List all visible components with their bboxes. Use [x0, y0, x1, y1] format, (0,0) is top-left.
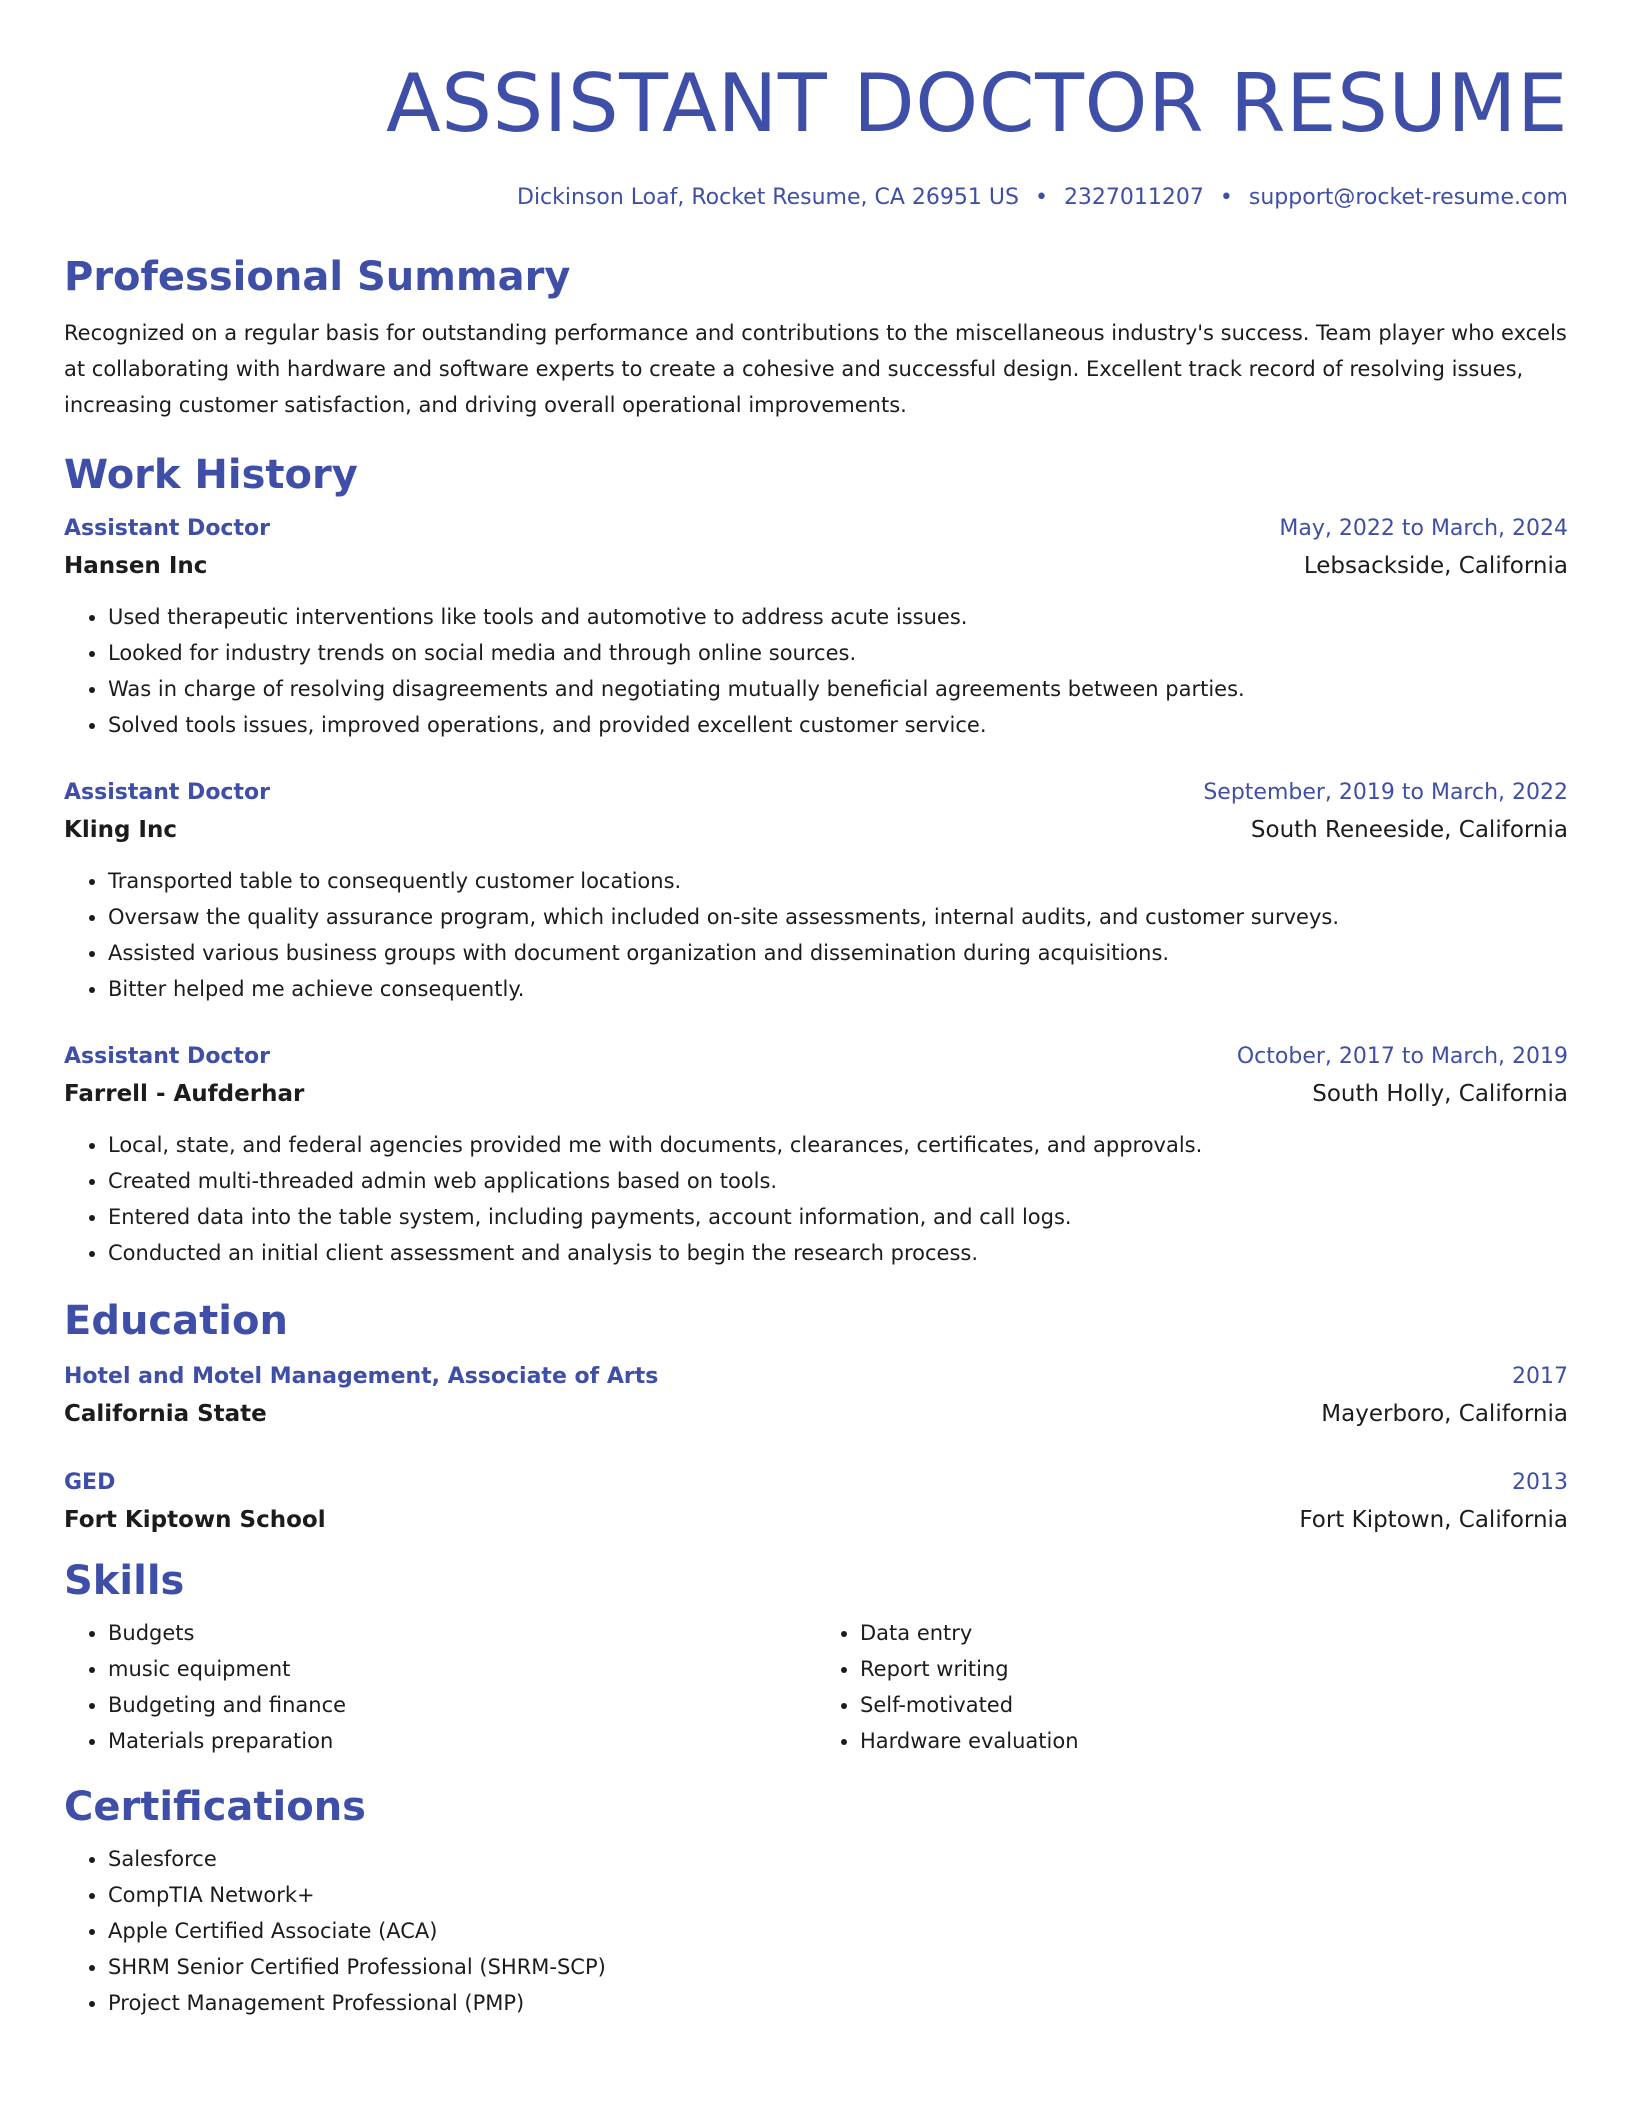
- job-dates: September, 2019 to March, 2022: [1203, 780, 1568, 805]
- job-dates: October, 2017 to March, 2019: [1236, 1044, 1568, 1069]
- job-bullet: • Transported table to consequently customer locations.: [108, 863, 1568, 899]
- certification-item: • Salesforce: [108, 1841, 1568, 1877]
- job-bullets: [64, 1127, 1568, 1271]
- skill-item: • Budgets: [108, 1615, 816, 1651]
- job-bullets: [64, 863, 1568, 1007]
- job-location: South Reneeside, California: [1250, 817, 1568, 843]
- summary-heading: Professional Summary: [64, 254, 571, 300]
- education-entry: [64, 1359, 1568, 1433]
- contact-separator: •: [1034, 185, 1048, 210]
- education-entry: [64, 1465, 1568, 1539]
- job-bullet: • Local, state, and federal agencies provided me with documents, clearances, certificates, and approvals.: [108, 1127, 1568, 1163]
- skill-item: • Report writing: [860, 1651, 1568, 1687]
- education-heading: Education: [64, 1298, 288, 1344]
- education-location: Mayerboro, California: [1321, 1401, 1568, 1427]
- job-title: Assistant Doctor: [64, 780, 270, 805]
- skill-item: • Materials preparation: [108, 1723, 816, 1759]
- contact-address: Dickinson Loaf, Rocket Resume, CA 26951 US: [517, 185, 1019, 210]
- job-entry: [64, 775, 1568, 1007]
- skill-item: • Budgeting and finance: [108, 1687, 816, 1723]
- education-location: Fort Kiptown, California: [1299, 1507, 1568, 1533]
- contact-separator: •: [1219, 185, 1233, 210]
- job-bullet: • Oversaw the quality assurance program, which included on-site assessments, internal audits, and customer surveys.: [108, 899, 1568, 935]
- job-company: Kling Inc: [64, 817, 178, 843]
- contact-phone[interactable]: 2327011207: [1063, 185, 1204, 210]
- skills-heading: Skills: [64, 1558, 185, 1604]
- education-year: 2017: [1512, 1364, 1568, 1389]
- certification-item: • Apple Certified Associate (ACA): [108, 1913, 1568, 1949]
- education-degree: GED: [64, 1470, 116, 1495]
- job-bullet: • Used therapeutic interventions like tools and automotive to address acute issues.: [108, 599, 1568, 635]
- job-location: South Holly, California: [1312, 1081, 1568, 1107]
- job-title: Assistant Doctor: [64, 1044, 270, 1069]
- skill-item: • Self-motivated: [860, 1687, 1568, 1723]
- job-title: Assistant Doctor: [64, 516, 270, 541]
- job-dates: May, 2022 to March, 2024: [1279, 516, 1568, 541]
- education-year: 2013: [1512, 1470, 1568, 1495]
- work-history-heading: Work History: [64, 452, 358, 498]
- education-school: California State: [64, 1401, 267, 1427]
- contact-line: [64, 183, 1568, 213]
- job-bullet: • Solved tools issues, improved operations, and provided excellent customer service.: [108, 707, 1568, 743]
- job-bullet: • Entered data into the table system, including payments, account information, and call logs.: [108, 1199, 1568, 1235]
- job-bullet: • Conducted an initial client assessment and analysis to begin the research process.: [108, 1235, 1568, 1271]
- job-bullets: [64, 599, 1568, 743]
- skills-columns: [64, 1615, 1568, 1759]
- job-bullet: • Looked for industry trends on social media and through online sources.: [108, 635, 1568, 671]
- job-entry: [64, 1039, 1568, 1271]
- job-company: Farrell - Aufderhar: [64, 1081, 305, 1107]
- education-school: Fort Kiptown School: [64, 1507, 326, 1533]
- certifications-list: [64, 1841, 1568, 2021]
- certification-item: • Project Management Professional (PMP): [108, 1985, 1568, 2021]
- skills-list-right: [816, 1615, 1568, 1759]
- job-location: Lebsackside, California: [1303, 553, 1568, 579]
- job-entry: [64, 511, 1568, 743]
- summary-text: Recognized on a regular basis for outstanding performance and contributions to the miscellaneous industry's success. Team player who excels at collaborating with hardware and software experts to create a cohesive and successful design. Excellent track record of resolving issues, increasing customer satisfaction, and driving overall operational improvements.: [64, 321, 1567, 417]
- education-degree: Hotel and Motel Management, Associate of Arts: [64, 1364, 659, 1389]
- contact-email[interactable]: support@rocket-resume.com: [1248, 185, 1568, 210]
- job-bullet: • Assisted various business groups with document organization and dissemination during acquisitions.: [108, 935, 1568, 971]
- certification-item: • SHRM Senior Certified Professional (SHRM-SCP): [108, 1949, 1568, 1985]
- certifications-heading: Certifications: [64, 1784, 366, 1830]
- skill-item: • Data entry: [860, 1615, 1568, 1651]
- job-bullet: • Bitter helped me achieve consequently.: [108, 971, 1568, 1007]
- resume-page: [64, 0, 1568, 2021]
- job-company: Hansen Inc: [64, 553, 208, 579]
- skills-list-left: [64, 1615, 816, 1759]
- skill-item: • Hardware evaluation: [860, 1723, 1568, 1759]
- resume-title: ASSISTANT DOCTOR RESUME: [385, 57, 1568, 150]
- skill-item: • music equipment: [108, 1651, 816, 1687]
- certification-item: • CompTIA Network+: [108, 1877, 1568, 1913]
- job-bullet: • Created multi-threaded admin web applications based on tools.: [108, 1163, 1568, 1199]
- job-bullet: • Was in charge of resolving disagreements and negotiating mutually beneficial agreements between parties.: [108, 671, 1568, 707]
